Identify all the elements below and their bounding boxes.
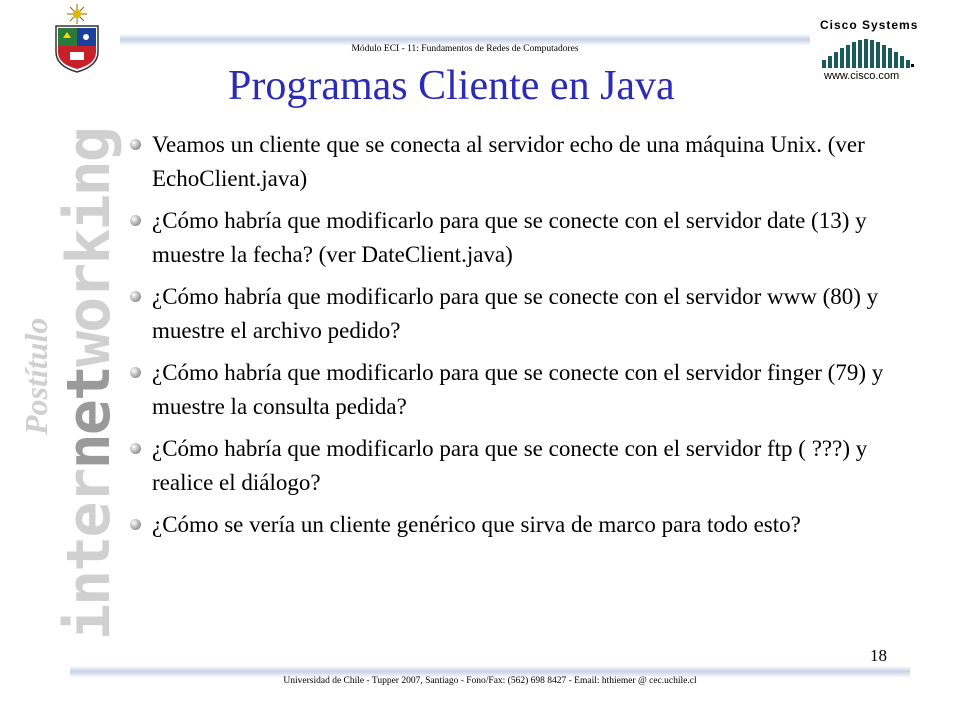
- bullet-item: ¿Cómo habría que modificarlo para que se conecte con el servidor ftp ( ???) y realice el diálogo?: [130, 432, 920, 500]
- bullet-icon: [130, 519, 141, 530]
- bullet-icon: [130, 139, 141, 150]
- footer-text: Universidad de Chile - Tupper 2007, Santiago - Fono/Fax: (562) 698 8427 - Email: hthiemer @ cec.uchile.cl: [283, 676, 697, 686]
- module-title: Módulo ECI - 11: Fundamentos de Redes de Computadores: [351, 44, 579, 54]
- bullet-icon: [130, 291, 141, 302]
- cisco-url: www.cisco.com: [824, 70, 900, 82]
- bullet-item: ¿Cómo habría que modificarlo para que se conecte con el servidor date (13) y muestre la fecha? (ver DateClient.java): [130, 204, 920, 272]
- bullet-icon: [130, 215, 141, 226]
- watermark-label: Postítulo: [18, 317, 54, 435]
- bullet-icon: [130, 367, 141, 378]
- bullet-item: ¿Cómo se vería un cliente genérico que sirva de marco para todo esto?: [130, 508, 920, 542]
- cisco-bridge-icon: [820, 36, 915, 68]
- bullet-item: ¿Cómo habría que modificarlo para que se conecte con el servidor www (80) y muestre el archivo pedido?: [130, 280, 920, 348]
- bullet-icon: [130, 443, 141, 454]
- cisco-name: Cisco Systems: [820, 18, 919, 32]
- bullet-item: ¿Cómo habría que modificarlo para que se conecte con el servidor finger (79) y muestre la consulta pedida?: [130, 356, 920, 424]
- university-crest-logo: [44, 2, 110, 74]
- bullet-item: Veamos un cliente que se conecta al servidor echo de una máquina Unix. (ver EchoClient.java): [130, 128, 920, 196]
- bullet-list: [130, 128, 920, 550]
- watermark-word: internetworking: [54, 128, 124, 640]
- slide-title: Programas Cliente en Java: [228, 63, 675, 109]
- internetworking-watermark: [18, 128, 124, 640]
- cisco-logo: [820, 18, 919, 90]
- page-number: 18: [870, 646, 887, 665]
